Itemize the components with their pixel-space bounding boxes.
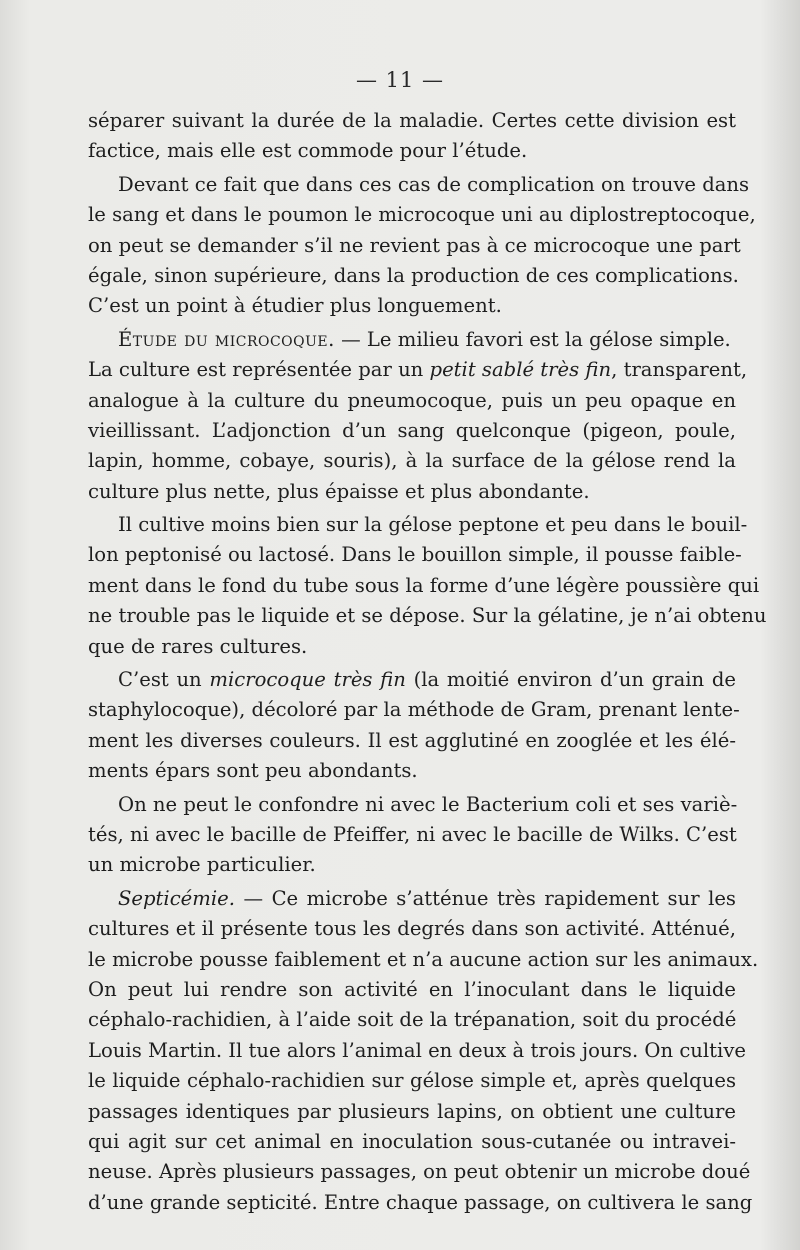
text-line: égale, sinon supérieure, dans la production de ces complications. [88, 263, 739, 287]
text-line [88, 884, 736, 914]
text-line: le microbe pousse faiblement et n’a aucune action sur les animaux. [88, 947, 759, 971]
section-heading-etude: Étude du microcoque. [118, 327, 335, 351]
paragraph-3 [88, 325, 748, 507]
text-line: vieillissant. L’adjonction d’un sang quelconque (pigeon, poule, [88, 418, 736, 442]
text-line: ments épars sont peu abondants. [88, 759, 418, 783]
text-line: analogue à la culture du pneumocoque, puis un peu opaque en [88, 388, 736, 412]
text-line: lon peptonisé ou lactosé. Dans le bouillon simple, il pousse faible- [88, 543, 742, 567]
paragraph-5 [88, 665, 740, 787]
text-line [88, 325, 736, 355]
paragraph-1 [88, 106, 736, 167]
text-span: — Ce microbe s’atténue très rapidement sur les [234, 886, 736, 910]
text-line: lapin, homme, cobaye, souris), à la surface de la gélose rend la [88, 449, 736, 473]
text-line: On peut lui rendre son activité en l’inoculant dans le liquide [88, 977, 736, 1001]
text-line: Devant ce fait que dans ces cas de complication on trouve dans [118, 172, 750, 196]
text-line: ment dans le fond du tube sous la forme d’une légère poussière qui [88, 573, 760, 597]
paragraph-4 [88, 510, 767, 662]
text-span: , transparent, [611, 358, 748, 382]
italic-term: microcoque très fin [209, 668, 406, 692]
text-line: On ne peut le confondre ni avec le Bacterium coli et ses variè- [118, 792, 738, 816]
text-span: C’est un [118, 668, 210, 692]
text-line: un microbe particulier. [88, 853, 316, 877]
text-line: passages identiques par plusieurs lapins, on obtient une culture [88, 1099, 736, 1123]
section-heading-septicemie: Septicémie. [118, 886, 235, 910]
text-line: ment les diverses couleurs. Il est agglutiné en zooglée et les élé- [88, 728, 736, 752]
page-number: — 11 — [355, 68, 445, 92]
text-line: que de rares cultures. [88, 634, 308, 658]
text-line: neuse. Après plusieurs passages, on peut obtenir un microbe doué [88, 1160, 751, 1184]
italic-term: petit sablé très fin [429, 358, 612, 382]
text-line: Il cultive moins bien sur la gélose peptone et peu dans le bouil- [118, 513, 748, 537]
text-line: cultures et il présente tous les degrés dans son activité. Atténué, [88, 917, 736, 941]
text-line: le liquide céphalo-rachidien sur gélose simple et, après quelques [88, 1069, 736, 1093]
text-line: le sang et dans le poumon le microcoque uni au diplostreptocoque, [88, 203, 756, 227]
text-line: tés, ni avec le bacille de Pfeiffer, ni avec le bacille de Wilks. C’est [88, 822, 737, 846]
text-line: Louis Martin. Il tue alors l’animal en deux à trois jours. On cultive [88, 1038, 746, 1062]
paragraph-7 [88, 884, 759, 1218]
text-line: d’une grande septicité. Entre chaque passage, on cultivera le sang [88, 1190, 753, 1214]
text-line: culture plus nette, plus épaisse et plus abondante. [88, 479, 590, 503]
text-line: ne trouble pas le liquide et se dépose. Sur la gélatine, je n’ai obtenu [88, 604, 767, 628]
text-line [88, 665, 736, 695]
text-line: qui agit sur cet animal en inoculation sous-cutanée ou intravei- [88, 1129, 736, 1153]
text-line: C’est un point à étudier plus longuement. [88, 294, 502, 318]
text-line [88, 355, 748, 385]
text-line: factice, mais elle est commode pour l’étude. [88, 139, 528, 163]
page-body [88, 106, 767, 1218]
text-line: séparer suivant la durée de la maladie. Certes cette division est [88, 109, 736, 132]
text-span: La culture est représentée par un [88, 358, 430, 382]
paragraph-6 [88, 790, 736, 881]
text-span: — Le milieu favori est la gélose simple. [334, 327, 731, 351]
text-line: staphylocoque), décoloré par la méthode de Gram, prenant lente- [88, 698, 740, 722]
text-span: (la moitié environ d’un grain de [405, 668, 736, 692]
paragraph-2 [88, 170, 756, 322]
text-line: céphalo-rachidien, à l’aide soit de la trépanation, soit du procédé [88, 1008, 737, 1032]
text-line: on peut se demander s’il ne revient pas à ce microcoque une part [88, 233, 741, 257]
